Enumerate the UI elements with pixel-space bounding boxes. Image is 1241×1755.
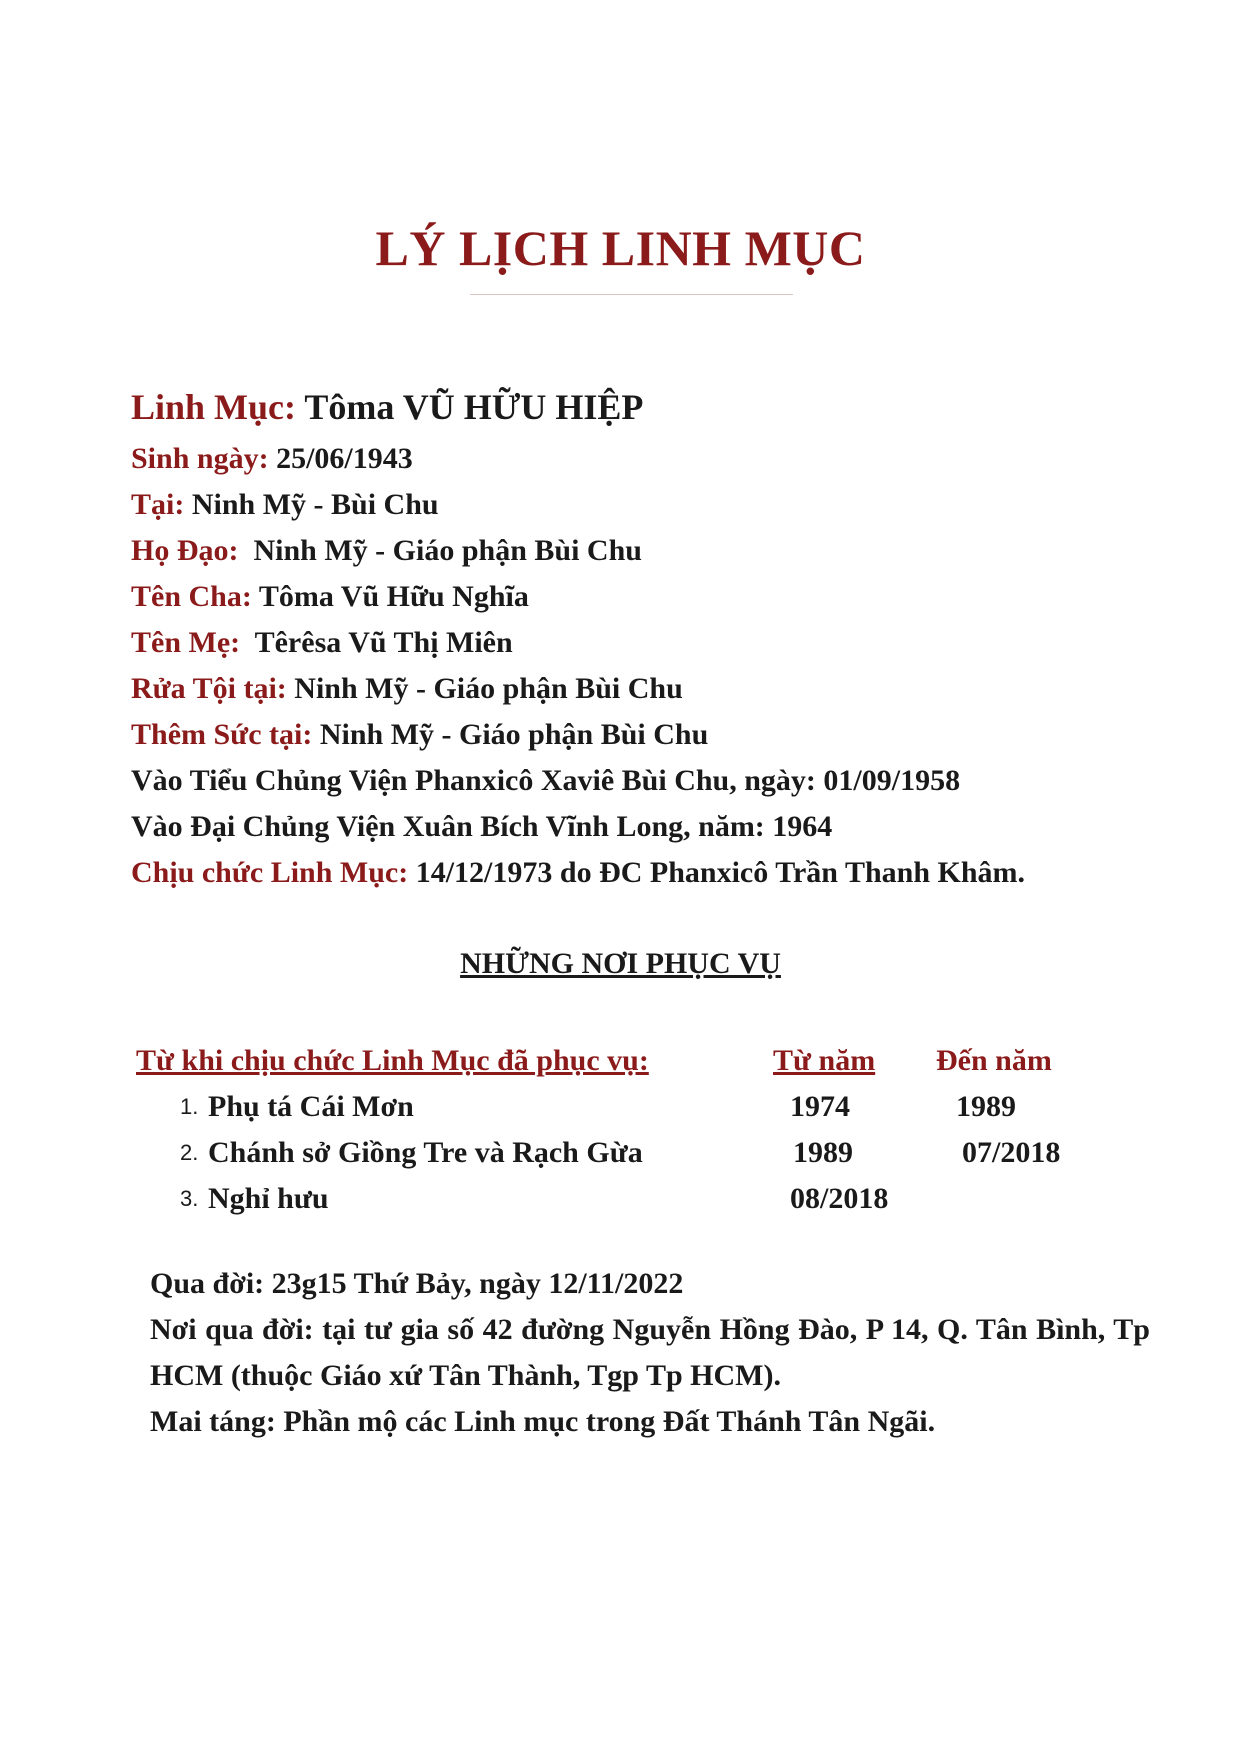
info-row-baptism — [131, 666, 1181, 712]
info-row-birthdate — [131, 436, 1181, 482]
info-row-priest — [131, 380, 1181, 434]
info-label: Linh Mục: — [131, 387, 297, 427]
service-heading: NHỮNG NƠI PHỤC VỤ — [460, 947, 781, 980]
list-item — [0, 1176, 1241, 1222]
info-value: Tôma Vũ Hữu Nghĩa — [258, 580, 529, 613]
item-number: 2. — [180, 1140, 199, 1165]
info-value: 14/12/1973 do ĐC Phanxicô Trần Thanh Khâm. — [415, 856, 1026, 889]
info-label: Tên Mẹ: — [131, 626, 241, 659]
info-row-confirmation — [131, 712, 1181, 758]
info-label: Rửa Tội tại: — [131, 672, 287, 705]
service-table-header — [0, 1038, 1241, 1084]
item-number: 1. — [180, 1094, 199, 1119]
info-value: Ninh Mỹ - Giáo phận Bùi Chu — [319, 718, 709, 751]
info-value: Xuân Bích Vĩnh Long, năm: 1964 — [402, 810, 833, 843]
info-label: Tên Cha: — [131, 580, 252, 613]
item-from-year: 1974 — [790, 1090, 850, 1123]
info-label: Thêm Sức tại: — [131, 718, 313, 751]
info-value: Ninh Mỹ - Giáo phận Bùi Chu — [294, 672, 683, 705]
info-label: Vào Tiểu Chủng Viện — [131, 764, 408, 797]
info-value: Phanxicô Xaviê Bùi Chu, ngày: 01/09/1958 — [415, 764, 961, 797]
closing-section — [150, 1261, 1150, 1445]
list-item — [0, 1130, 1241, 1176]
item-place: Phụ tá Cái Mơn — [208, 1090, 414, 1123]
burial-place: Mai táng: Phần mộ các Linh mục trong Đất Thánh Tân Ngãi. — [150, 1405, 936, 1438]
item-from-year: 1989 — [793, 1136, 853, 1169]
info-row-major-seminary — [131, 804, 1181, 850]
info-value: Têrêsa Vũ Thị Miên — [254, 626, 513, 659]
column-header-from: Từ năm — [773, 1044, 876, 1077]
page-title: LÝ LỊCH LINH MỤC — [375, 220, 866, 276]
service-intro: Từ khi chịu chức Linh Mục đã phục vụ: — [136, 1044, 649, 1077]
info-value: Ninh Mỹ - Giáo phận Bùi Chu — [253, 534, 642, 567]
info-label: Vào Đại Chủng Viện — [131, 810, 396, 843]
info-label: Sinh ngày: — [131, 442, 269, 475]
item-to-year: 1989 — [956, 1090, 1016, 1123]
item-place: Nghỉ hưu — [208, 1182, 329, 1215]
info-label: Tại: — [131, 488, 185, 521]
biography-section — [131, 380, 1181, 896]
item-from-year: 08/2018 — [790, 1182, 889, 1215]
info-row-ordination — [131, 850, 1181, 896]
item-to-year: 07/2018 — [962, 1136, 1061, 1169]
info-row-minor-seminary — [131, 758, 1181, 804]
list-item — [0, 1084, 1241, 1130]
item-number: 3. — [180, 1186, 199, 1211]
info-value: 25/06/1943 — [276, 442, 413, 475]
item-place: Chánh sở Giồng Tre và Rạch Gừa — [208, 1136, 643, 1169]
info-row-father — [131, 574, 1181, 620]
info-value: Tôma VŨ HỮU HIỆP — [304, 387, 644, 427]
service-list — [0, 1084, 1241, 1222]
info-row-birthplace — [131, 482, 1181, 528]
column-header-to: Đến năm — [936, 1044, 1052, 1077]
info-label: Họ Đạo: — [131, 534, 239, 567]
info-row-parish — [131, 528, 1181, 574]
info-value: Ninh Mỹ - Bùi Chu — [191, 488, 439, 521]
info-row-mother — [131, 620, 1181, 666]
title-divider — [470, 294, 793, 295]
death-date: Qua đời: 23g15 Thứ Bảy, ngày 12/11/2022 — [150, 1267, 684, 1300]
place-of-death: Nơi qua đời: tại tư gia số 42 đường Nguyễn Hồng Đào, P 14, Q. Tân Bình, Tp HCM (thuộc Giáo xứ Tân Thành, Tgp Tp HCM). — [150, 1313, 1150, 1392]
info-label: Chịu chức Linh Mục: — [131, 856, 409, 889]
